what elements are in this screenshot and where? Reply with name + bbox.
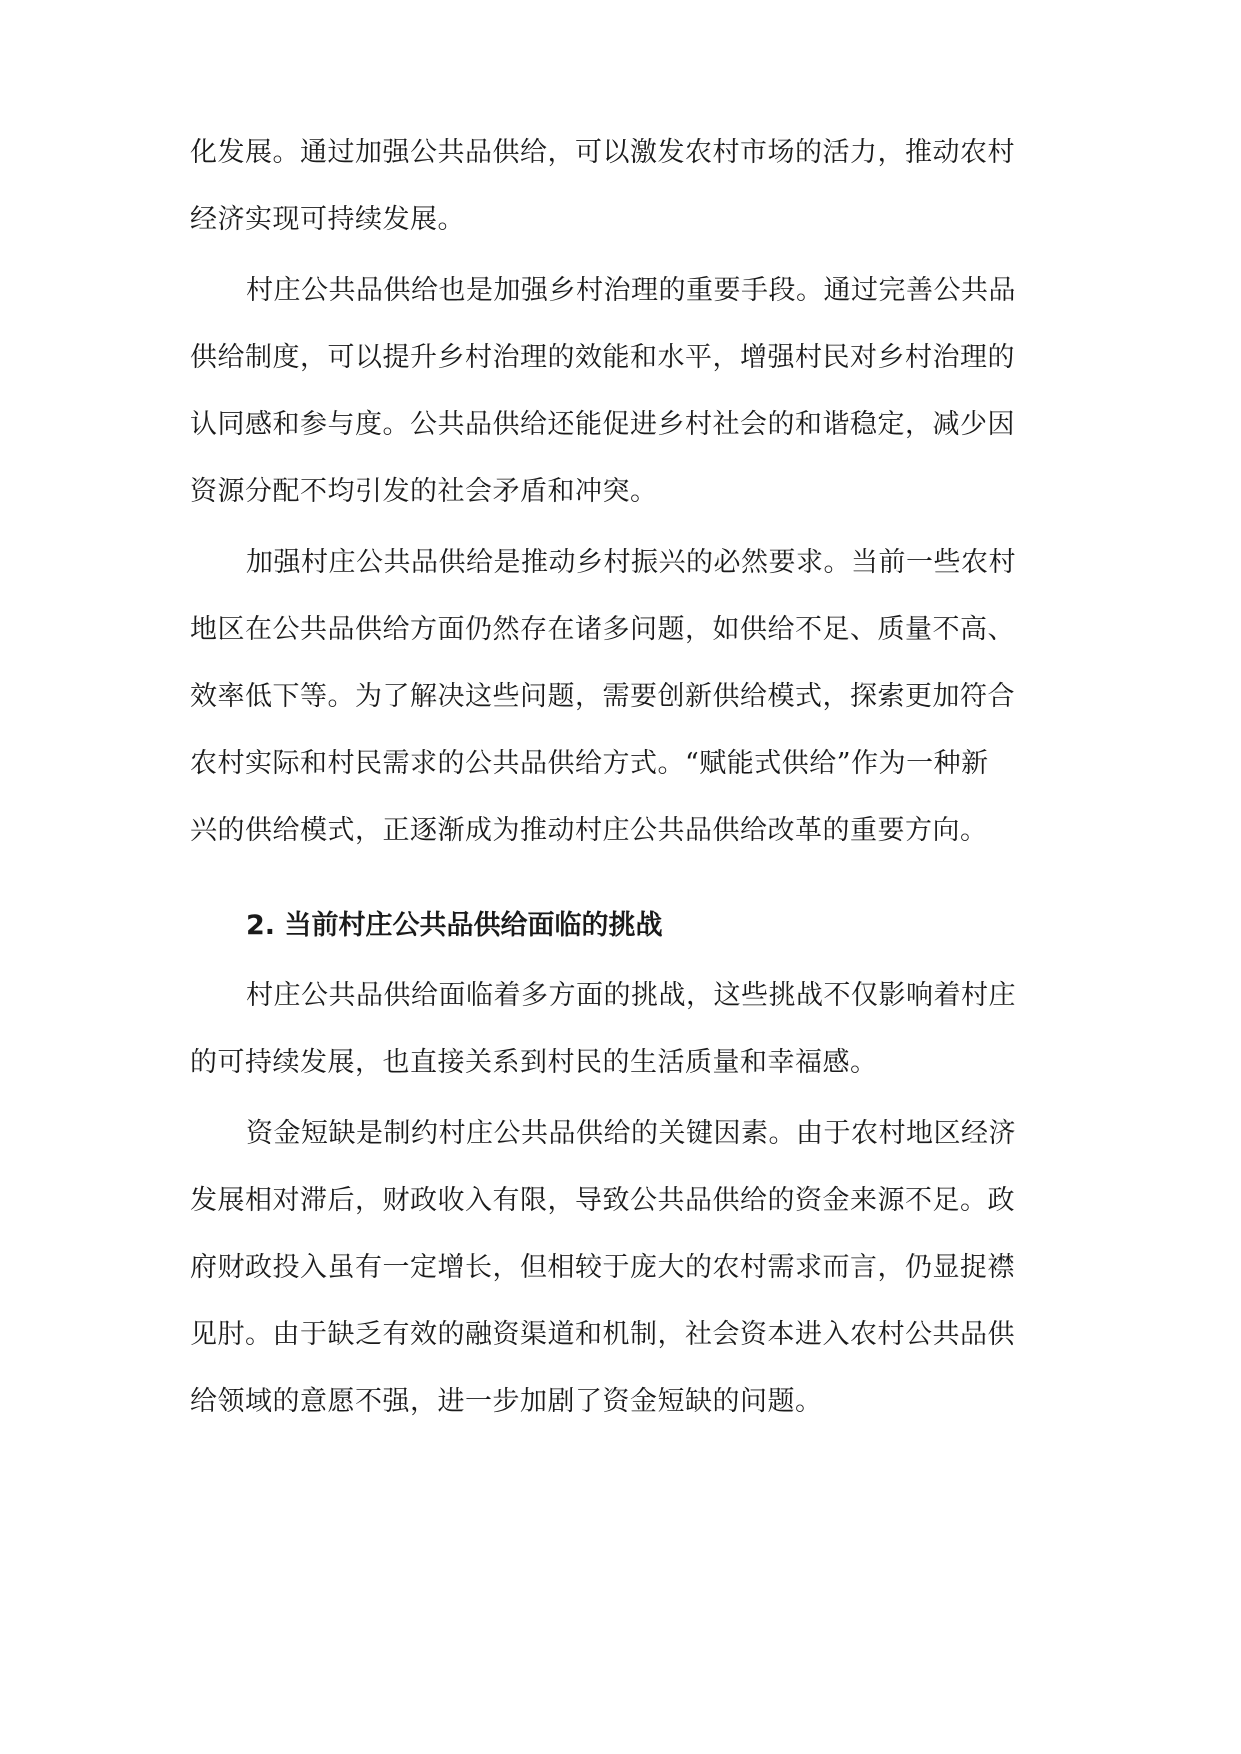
paragraph-3-line-1: 加强村庄公共品供给是推动乡村振兴的必然要求。当前一些农村	[246, 547, 1016, 578]
paragraph-5-line-2: 发展相对滞后，财政收入有限，导致公共品供给的资金来源不足。政	[190, 1185, 1015, 1216]
paragraph-2-line-2: 供给制度，可以提升乡村治理的效能和水平，增强村民对乡村治理的	[190, 342, 1015, 373]
paragraph-1-line-1: 化发展。通过加强公共品供给，可以激发农村市场的活力，推动农村	[190, 137, 1015, 168]
paragraph-5-line-4: 见肘。由于缺乏有效的融资渠道和机制，社会资本进入农村公共品供	[190, 1319, 1015, 1350]
paragraph-1-line-2: 经济实现可持续发展。	[190, 204, 465, 235]
paragraph-5-line-3: 府财政投入虽有一定增长，但相较于庞大的农村需求而言，仍显捉襟	[190, 1252, 1015, 1283]
paragraph-3-line-4: 农村实际和村民需求的公共品供给方式。“赋能式供给”作为一种新	[190, 748, 989, 779]
paragraph-5-line-5: 给领域的意愿不强，进一步加剧了资金短缺的问题。	[190, 1386, 823, 1417]
paragraph-3-line-5: 兴的供给模式，正逐渐成为推动村庄公共品供给改革的重要方向。	[190, 815, 988, 846]
paragraph-2-line-1: 村庄公共品供给也是加强乡村治理的重要手段。通过完善公共品	[246, 275, 1016, 306]
paragraph-2-line-3: 认同感和参与度。公共品供给还能促进乡村社会的和谐稳定，减少因	[190, 409, 1015, 440]
paragraph-3-line-2: 地区在公共品供给方面仍然存在诸多问题，如供给不足、质量不高、	[190, 614, 1015, 645]
paragraph-2-line-4: 资源分配不均引发的社会矛盾和冲突。	[190, 476, 658, 507]
paragraph-4-line-1: 村庄公共品供给面临着多方面的挑战，这些挑战不仅影响着村庄	[246, 980, 1016, 1011]
paragraph-4-line-2: 的可持续发展，也直接关系到村民的生活质量和幸福感。	[190, 1047, 878, 1078]
section-heading: 2. 当前村庄公共品供给面临的挑战	[246, 910, 663, 941]
paragraph-5-line-1: 资金短缺是制约村庄公共品供给的关键因素。由于农村地区经济	[246, 1118, 1016, 1149]
paragraph-3-line-3: 效率低下等。为了解决这些问题，需要创新供给模式，探索更加符合	[190, 681, 1015, 712]
